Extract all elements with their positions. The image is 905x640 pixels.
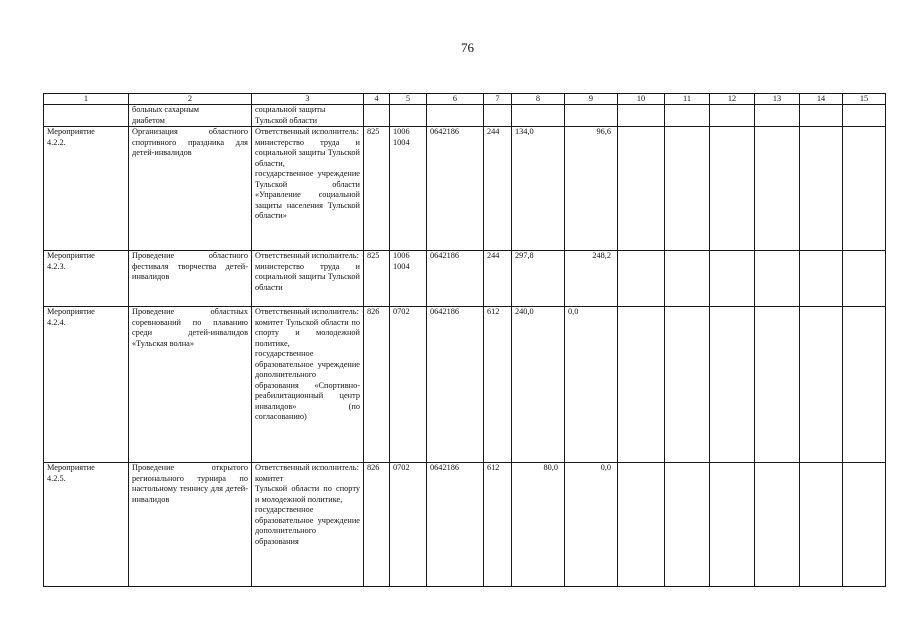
column-header: 15 xyxy=(843,94,886,105)
empty-cell xyxy=(710,463,755,587)
empty-cell xyxy=(755,307,800,463)
empty-cell xyxy=(665,127,710,251)
table-row xyxy=(44,307,886,463)
column-header: 3 xyxy=(252,94,364,105)
empty-cell xyxy=(710,307,755,463)
activity-name-cell: Проведение областного фестиваля творчества детей-инвалидов xyxy=(129,251,252,307)
amount-cell xyxy=(565,105,618,127)
column-header: 9 xyxy=(565,94,618,105)
empty-cell xyxy=(665,463,710,587)
budget-table xyxy=(43,93,886,587)
column-header: 1 xyxy=(44,94,129,105)
grbs-cell: 825 xyxy=(364,251,390,307)
column-header: 13 xyxy=(755,94,800,105)
activity-code-cell: Мероприятие 4.2.2. xyxy=(44,127,129,251)
page-number: 76 xyxy=(461,40,474,55)
executor-cell: социальной защиты Тульской области xyxy=(252,105,364,127)
empty-cell xyxy=(665,251,710,307)
table-row xyxy=(44,463,886,587)
amount-cell: 248,2 xyxy=(565,251,618,307)
target-article-cell: 0642186 xyxy=(427,307,484,463)
amount-cell: 297,8 xyxy=(512,251,565,307)
amount-cell xyxy=(512,105,565,127)
expense-type-cell: 244 xyxy=(484,127,512,251)
empty-cell xyxy=(843,105,886,127)
executor-cell: Ответственный исполнитель: министерство труда и социальной защиты Тульской области, государственное учреждение Тульской области «Управление социальной защиты населения Тульской области» xyxy=(252,127,364,251)
table-row xyxy=(44,127,886,251)
section-cell: 1006 1004 xyxy=(390,251,427,307)
section-cell: 0702 xyxy=(390,307,427,463)
executor-cell: Ответственный исполнитель: министерство труда и социальной защиты Тульской области xyxy=(252,251,364,307)
empty-cell xyxy=(710,105,755,127)
empty-cell xyxy=(618,251,665,307)
activity-code-cell: Мероприятие 4.2.3. xyxy=(44,251,129,307)
column-header: 14 xyxy=(800,94,843,105)
empty-cell xyxy=(618,105,665,127)
target-article-cell: 0642186 xyxy=(427,463,484,587)
empty-cell xyxy=(665,307,710,463)
expense-type-cell xyxy=(484,105,512,127)
empty-cell xyxy=(843,463,886,587)
executor-cell: Ответственный исполнитель: комитет Тульской области по спорту и молодежной политике, государственное образовательное учреждение дополнительного образования «Спортивно-реабилитационный центр инвалидов» (по согласованию) xyxy=(252,307,364,463)
column-header: 7 xyxy=(484,94,512,105)
empty-cell xyxy=(618,463,665,587)
target-article-cell: 0642186 xyxy=(427,127,484,251)
section-cell xyxy=(390,105,427,127)
amount-cell: 240,0 xyxy=(512,307,565,463)
column-header: 8 xyxy=(512,94,565,105)
section-cell: 0702 xyxy=(390,463,427,587)
grbs-cell: 826 xyxy=(364,307,390,463)
empty-cell xyxy=(755,251,800,307)
empty-cell xyxy=(843,127,886,251)
empty-cell xyxy=(710,127,755,251)
empty-cell xyxy=(710,251,755,307)
column-header: 6 xyxy=(427,94,484,105)
amount-cell: 0,0 xyxy=(565,463,618,587)
empty-cell xyxy=(618,307,665,463)
target-article-cell xyxy=(427,105,484,127)
executor-cell: Ответственный исполнитель: комитет Тульской области по спорту и молодежной политике, государственное образовательное учреждение дополнительного образования xyxy=(252,463,364,587)
grbs-cell: 825 xyxy=(364,127,390,251)
target-article-cell: 0642186 xyxy=(427,251,484,307)
empty-cell xyxy=(800,463,843,587)
activity-name-cell: Проведение областных соревнований по плаванию среди детей-инвалидов «Тульская волна» xyxy=(129,307,252,463)
grbs-cell xyxy=(364,105,390,127)
amount-cell: 134,0 xyxy=(512,127,565,251)
activity-name-cell: Проведение открытого регионального турнира по настольному теннису для детей-инвалидов xyxy=(129,463,252,587)
empty-cell xyxy=(755,105,800,127)
table-row xyxy=(44,251,886,307)
empty-cell xyxy=(800,105,843,127)
amount-cell: 80,0 xyxy=(512,463,565,587)
column-header: 11 xyxy=(665,94,710,105)
section-cell: 1006 1004 xyxy=(390,127,427,251)
empty-cell xyxy=(800,127,843,251)
empty-cell xyxy=(755,127,800,251)
activity-code-cell: Мероприятие 4.2.4. xyxy=(44,307,129,463)
activity-name-cell: Организация областного спортивного праздника для детей-инвалидов xyxy=(129,127,252,251)
amount-cell: 96,6 xyxy=(565,127,618,251)
amount-cell: 0,0 xyxy=(565,307,618,463)
empty-cell xyxy=(843,307,886,463)
column-header: 5 xyxy=(390,94,427,105)
header-row xyxy=(44,94,886,105)
column-header: 2 xyxy=(129,94,252,105)
empty-cell xyxy=(618,127,665,251)
empty-cell xyxy=(800,307,843,463)
expense-type-cell: 612 xyxy=(484,307,512,463)
empty-cell xyxy=(755,463,800,587)
activity-name-cell: больных сахарным диабетом xyxy=(129,105,252,127)
expense-type-cell: 612 xyxy=(484,463,512,587)
column-header: 10 xyxy=(618,94,665,105)
column-header: 4 xyxy=(364,94,390,105)
empty-cell xyxy=(843,251,886,307)
table-row xyxy=(44,105,886,127)
empty-cell xyxy=(665,105,710,127)
expense-type-cell: 244 xyxy=(484,251,512,307)
empty-cell xyxy=(800,251,843,307)
grbs-cell: 826 xyxy=(364,463,390,587)
column-header: 12 xyxy=(710,94,755,105)
activity-code-cell xyxy=(44,105,129,127)
activity-code-cell: Мероприятие 4.2.5. xyxy=(44,463,129,587)
